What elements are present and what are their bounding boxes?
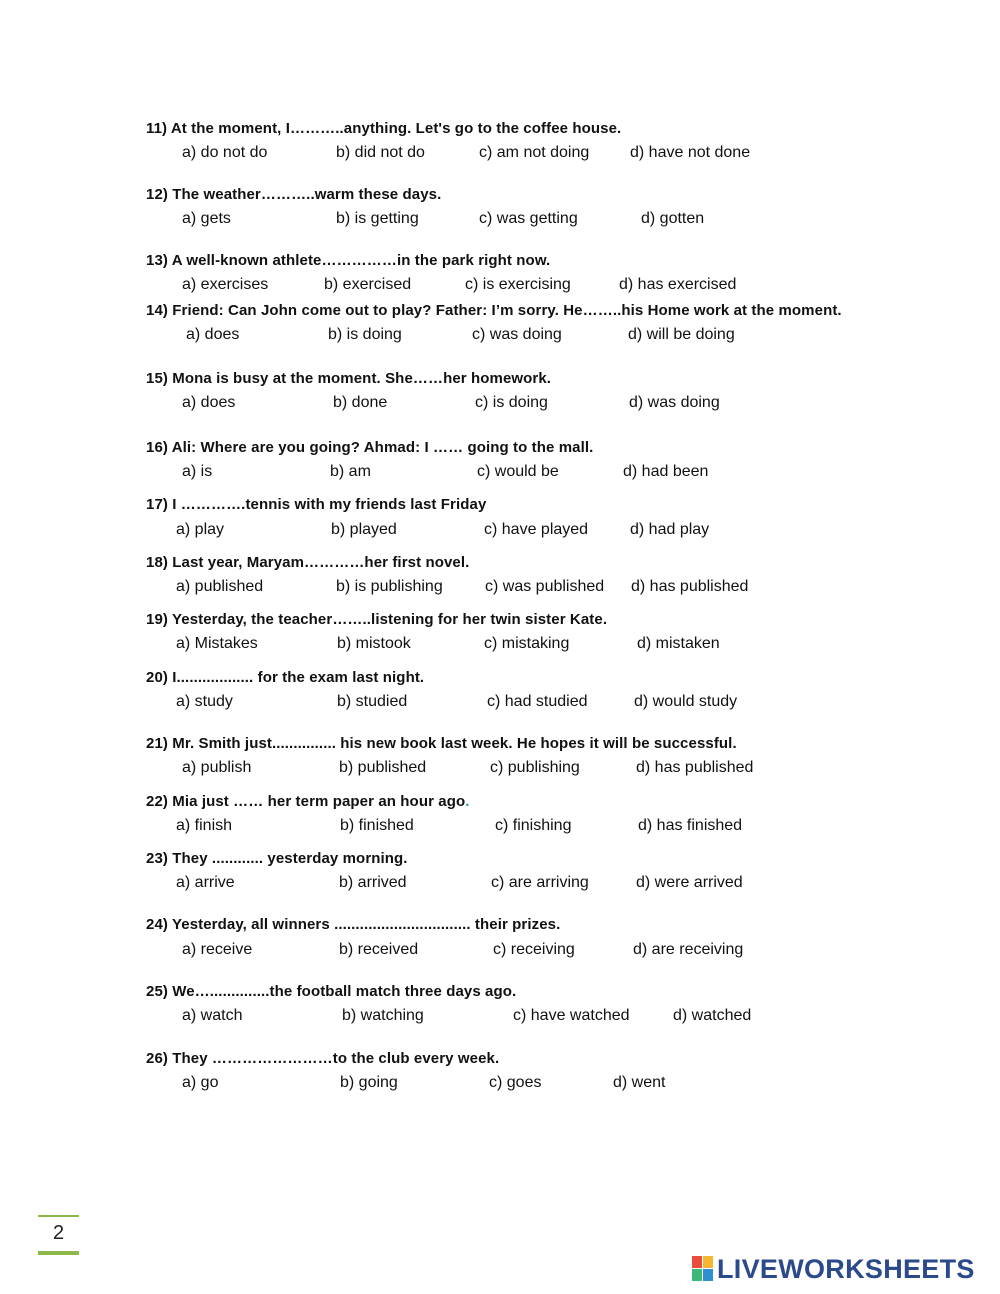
question-12-option-b[interactable]: b) is getting xyxy=(336,210,419,227)
liveworksheets-logo-icon xyxy=(692,1256,714,1282)
question-12-prompt: 12) The weather………..warm these days. xyxy=(146,186,442,203)
question-25-option-d[interactable]: d) watched xyxy=(673,1007,752,1024)
question-12-option-d[interactable]: d) gotten xyxy=(641,210,705,227)
question-18-option-b[interactable]: b) is publishing xyxy=(336,578,443,595)
question-26-option-d[interactable]: d) went xyxy=(613,1074,666,1091)
question-21-option-a[interactable]: a) publish xyxy=(182,759,252,776)
question-16-option-b[interactable]: b) am xyxy=(330,463,371,480)
question-24-option-c[interactable]: c) receiving xyxy=(493,941,575,958)
question-23-prompt: 23) They ............ yesterday morning. xyxy=(146,850,408,867)
question-20-prompt: 20) I.................. for the exam last night. xyxy=(146,669,425,686)
question-19-prompt: 19) Yesterday, the teacher……..listening for her twin sister Kate. xyxy=(146,611,608,628)
question-16-option-c[interactable]: c) would be xyxy=(477,463,559,480)
question-17-option-b[interactable]: b) played xyxy=(331,521,397,538)
question-15-prompt: 15) Mona is busy at the moment. She……her homework. xyxy=(146,370,552,387)
question-16-prompt: 16) Ali: Where are you going? Ahmad: I …… going to the mall. xyxy=(146,439,594,456)
question-19-option-b[interactable]: b) mistook xyxy=(337,635,411,652)
question-20-option-c[interactable]: c) had studied xyxy=(487,693,588,710)
question-15-option-c[interactable]: c) is doing xyxy=(475,394,548,411)
question-26-option-b[interactable]: b) going xyxy=(340,1074,398,1091)
question-11-option-c[interactable]: c) am not doing xyxy=(479,144,590,161)
question-23-option-d[interactable]: d) were arrived xyxy=(636,874,743,891)
question-18-option-c[interactable]: c) was published xyxy=(485,578,605,595)
question-15-option-b[interactable]: b) done xyxy=(333,394,388,411)
question-20-option-a[interactable]: a) study xyxy=(176,693,233,710)
question-17-option-a[interactable]: a) play xyxy=(176,521,225,538)
question-24-prompt: 24) Yesterday, all winners ................................ their prizes. xyxy=(146,916,561,933)
page-number: 2 xyxy=(52,1222,65,1244)
question-14-option-d[interactable]: d) will be doing xyxy=(628,326,735,343)
question-17-option-c[interactable]: c) have played xyxy=(484,521,589,538)
question-21-option-c[interactable]: c) publishing xyxy=(490,759,580,776)
question-15-option-d[interactable]: d) was doing xyxy=(629,394,720,411)
liveworksheets-brand[interactable] xyxy=(692,1254,975,1284)
question-23-option-c[interactable]: c) are arriving xyxy=(491,874,589,891)
question-22-prompt xyxy=(146,793,470,810)
liveworksheets-wordmark: LIVEWORKSHEETS xyxy=(717,1253,975,1284)
question-14-prompt: 14) Friend: Can John come out to play? Father: I’m sorry. He……..his Home work at the moment. xyxy=(146,302,842,319)
question-14-option-c[interactable]: c) was doing xyxy=(472,326,562,343)
question-25-prompt: 25) We…..............the football match three days ago. xyxy=(146,983,517,1000)
question-24-option-a[interactable]: a) receive xyxy=(182,941,253,958)
question-26-prompt: 26) They ……………………to the club every week. xyxy=(146,1050,500,1067)
question-22-option-d[interactable]: d) has finished xyxy=(638,817,743,834)
question-23-option-a[interactable]: a) arrive xyxy=(176,874,235,891)
question-16-option-d[interactable]: d) had been xyxy=(623,463,709,480)
question-22-prompt-text: 22) Mia just …… her term paper an hour ago xyxy=(146,793,466,810)
question-13-option-b[interactable]: b) exercised xyxy=(324,276,412,293)
question-21-prompt: 21) Mr. Smith just............... his new book last week. He hopes it will be successful. xyxy=(146,735,737,752)
question-11-option-a[interactable]: a) do not do xyxy=(182,144,268,161)
question-20-option-d[interactable]: d) would study xyxy=(634,693,738,710)
question-19-option-d[interactable]: d) mistaken xyxy=(637,635,720,652)
question-18-option-a[interactable]: a) published xyxy=(176,578,264,595)
question-14-option-b[interactable]: b) is doing xyxy=(328,326,402,343)
question-22-option-a[interactable]: a) finish xyxy=(176,817,233,834)
page-number-bottom-rule xyxy=(38,1251,79,1255)
question-19-option-a[interactable]: a) Mistakes xyxy=(176,635,258,652)
question-21-option-b[interactable]: b) published xyxy=(339,759,427,776)
question-12-option-a[interactable]: a) gets xyxy=(182,210,231,227)
question-12-option-c[interactable]: c) was getting xyxy=(479,210,578,227)
question-24-option-b[interactable]: b) received xyxy=(339,941,419,958)
question-23-option-b[interactable]: b) arrived xyxy=(339,874,407,891)
question-21-option-d[interactable]: d) has published xyxy=(636,759,754,776)
page-number-top-rule xyxy=(38,1215,79,1217)
question-22-option-c[interactable]: c) finishing xyxy=(495,817,572,834)
question-25-option-a[interactable]: a) watch xyxy=(182,1007,243,1024)
question-20-option-b[interactable]: b) studied xyxy=(337,693,408,710)
question-13-option-c[interactable]: c) is exercising xyxy=(465,276,571,293)
question-25-option-b[interactable]: b) watching xyxy=(342,1007,424,1024)
question-24-option-d[interactable]: d) are receiving xyxy=(633,941,744,958)
question-11-prompt: 11) At the moment, I………..anything. Let's go to the coffee house. xyxy=(146,120,622,137)
question-22-option-b[interactable]: b) finished xyxy=(340,817,414,834)
question-26-option-a[interactable]: a) go xyxy=(182,1074,219,1091)
question-11-option-b[interactable]: b) did not do xyxy=(336,144,425,161)
question-16-option-a[interactable]: a) is xyxy=(182,463,213,480)
question-26-option-c[interactable]: c) goes xyxy=(489,1074,542,1091)
question-13-prompt: 13) A well-known athlete……………in the park right now. xyxy=(146,252,551,269)
question-13-option-a[interactable]: a) exercises xyxy=(182,276,269,293)
question-13-option-d[interactable]: d) has exercised xyxy=(619,276,737,293)
question-19-option-c[interactable]: c) mistaking xyxy=(484,635,570,652)
question-14-option-a[interactable]: a) does xyxy=(186,326,240,343)
question-17-prompt: 17) I ………….tennis with my friends last Friday xyxy=(146,496,487,513)
question-18-option-d[interactable]: d) has published xyxy=(631,578,749,595)
question-17-option-d[interactable]: d) had play xyxy=(630,521,710,538)
question-15-option-a[interactable]: a) does xyxy=(182,394,236,411)
question-11-option-d[interactable]: d) have not done xyxy=(630,144,751,161)
question-25-option-c[interactable]: c) have watched xyxy=(513,1007,630,1024)
question-22-prompt-period: . xyxy=(465,793,470,810)
question-18-prompt: 18) Last year, Maryam…………her first novel. xyxy=(146,554,470,571)
